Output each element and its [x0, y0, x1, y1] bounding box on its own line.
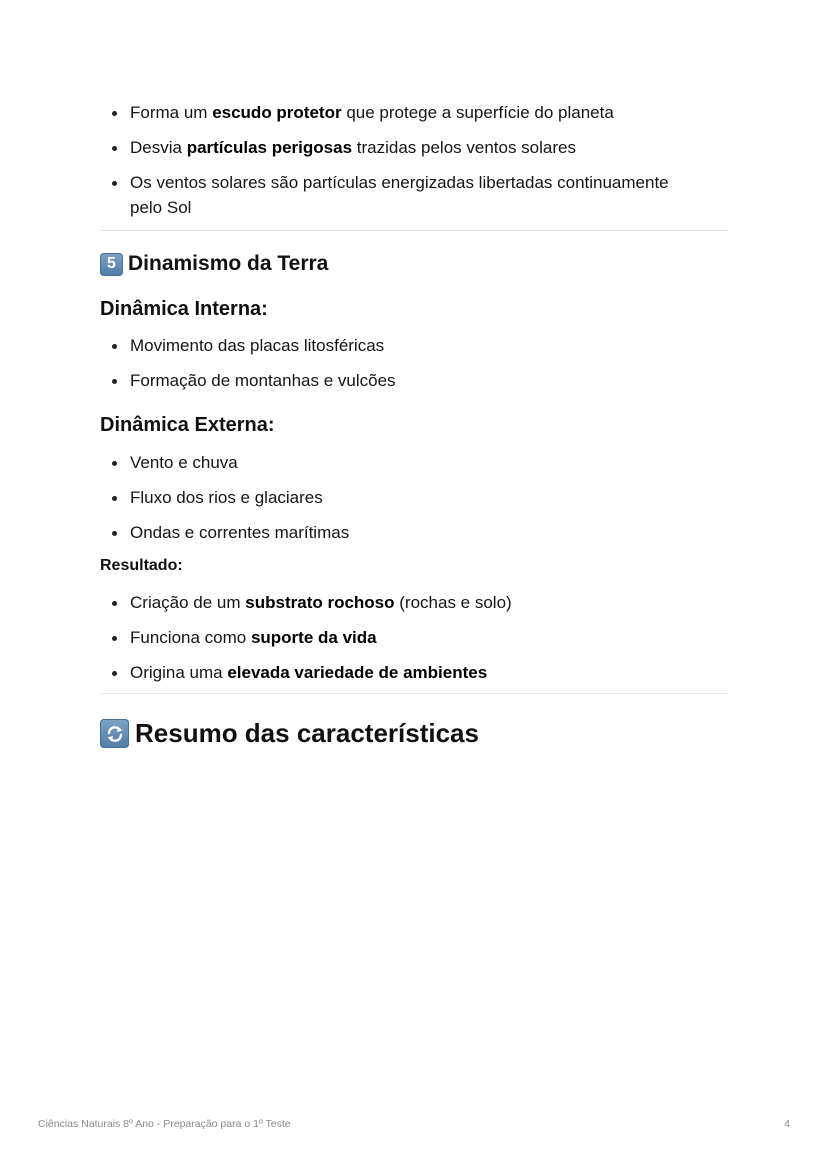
item-bold-text: substrato rochoso: [245, 593, 395, 612]
list-item: Ondas e correntes marítimas: [100, 520, 728, 545]
externa-list: [100, 450, 728, 545]
item-text: trazidas pelos ventos solares: [352, 138, 576, 157]
resultado-list: [100, 590, 728, 685]
section-title: Resumo das características: [135, 718, 479, 748]
subheading-dinamica-externa: Dinâmica Externa:: [100, 414, 275, 436]
section-heading-dinamismo: [100, 252, 328, 276]
page-number: 4: [784, 1118, 790, 1130]
list-item: Vento e chuva: [100, 450, 728, 475]
list-item: [100, 100, 728, 125]
item-text: Origina uma: [130, 663, 228, 682]
list-item: [100, 590, 728, 615]
item-text: Criação de um: [130, 593, 246, 612]
list-item: [100, 170, 728, 220]
list-item: Movimento das placas litosféricas: [100, 333, 728, 358]
keycap-5-icon: 5: [100, 253, 123, 276]
item-text: Os ventos solares são partículas energizadas libertadas continuamente pelo Sol: [130, 173, 669, 217]
intro-list: [100, 100, 728, 220]
footer-document-title: Ciências Naturais 8º Ano - Preparação para o 1º Teste: [38, 1118, 291, 1130]
item-bold-text: partículas perigosas: [186, 138, 353, 157]
section-divider: [100, 230, 728, 231]
item-bold-text: escudo protetor: [212, 103, 342, 122]
item-bold-text: suporte da vida: [250, 628, 377, 647]
item-text: Desvia: [130, 138, 187, 157]
section-title: Dinamismo da Terra: [128, 252, 329, 275]
item-text: Funciona como: [130, 628, 251, 647]
list-item: [100, 135, 728, 160]
item-text: que protege a superfície do planeta: [341, 103, 614, 122]
section-divider: [100, 693, 728, 694]
interna-list: [100, 333, 728, 393]
refresh-arrows-icon: [100, 719, 129, 748]
item-bold-text: elevada variedade de ambientes: [227, 663, 488, 682]
list-item: [100, 660, 728, 685]
subheading-resultado: Resultado:: [100, 557, 183, 574]
subheading-dinamica-interna: Dinâmica Interna:: [100, 298, 268, 320]
list-item: Formação de montanhas e vulcões: [100, 368, 728, 393]
item-text: (rochas e solo): [394, 593, 512, 612]
list-item: [100, 625, 728, 650]
list-item: Fluxo dos rios e glaciares: [100, 485, 728, 510]
section-heading-resumo: [100, 718, 479, 749]
item-text: Forma um: [130, 103, 213, 122]
